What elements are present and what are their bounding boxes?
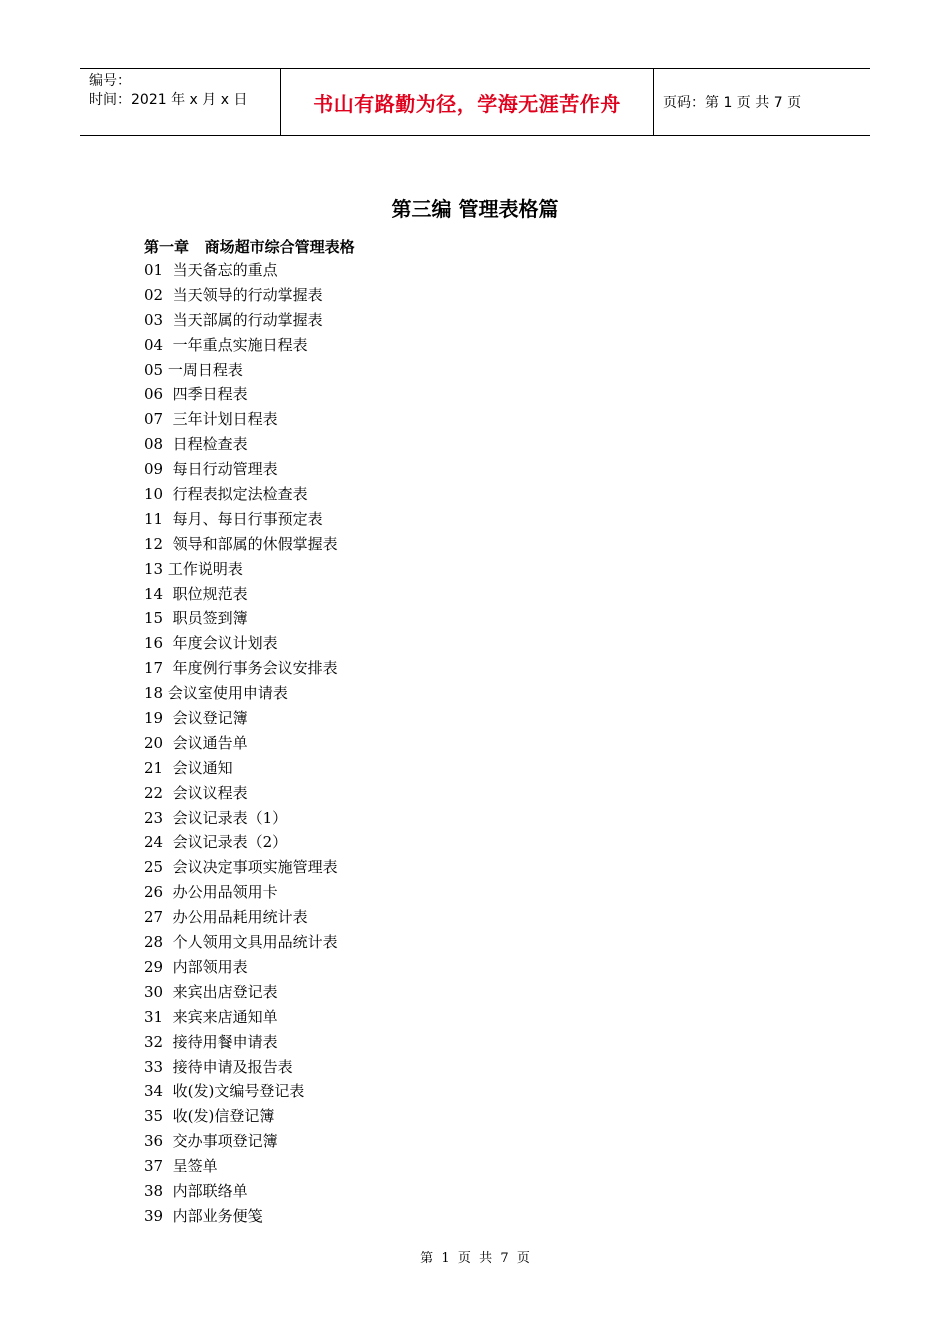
toc-item: 05 一周日程表 bbox=[144, 360, 243, 379]
document-time-label: 时间：2021 年 x 月 x 日 bbox=[89, 92, 248, 108]
document-title: 第三编 管理表格篇 bbox=[391, 197, 559, 221]
toc-item: 20 会议通告单 bbox=[144, 733, 248, 752]
page-footer: 第 1 页 共 7 页 bbox=[420, 1251, 530, 1266]
toc-item: 09 每日行动管理表 bbox=[144, 460, 278, 479]
header-meta-cell bbox=[80, 69, 281, 135]
toc-item: 25 会议决定事项实施管理表 bbox=[144, 858, 338, 877]
header-page-info: 页码：第 1 页 共 7 页 bbox=[663, 95, 802, 111]
toc-item: 15 职员签到簿 bbox=[144, 609, 248, 628]
toc-item: 21 会议通知 bbox=[144, 758, 233, 777]
toc-item: 11 每月、每日行事预定表 bbox=[144, 509, 323, 528]
toc-item: 28 个人领用文具用品统计表 bbox=[144, 933, 338, 952]
toc-item: 29 内部领用表 bbox=[144, 957, 248, 976]
toc-item: 38 内部联络单 bbox=[144, 1181, 248, 1200]
chapter-heading: 第一章 商场超市综合管理表格 bbox=[144, 238, 355, 256]
document-number-label: 编号： bbox=[89, 73, 131, 89]
toc-item: 06 四季日程表 bbox=[144, 385, 248, 404]
toc-item: 07 三年计划日程表 bbox=[144, 410, 278, 429]
toc-item: 19 会议登记簿 bbox=[144, 709, 248, 728]
toc-item: 14 职位规范表 bbox=[144, 584, 248, 603]
toc-item: 03 当天部属的行动掌握表 bbox=[144, 310, 323, 329]
page-header bbox=[80, 68, 870, 136]
toc-item: 32 接待用餐申请表 bbox=[144, 1032, 278, 1051]
toc-item: 16 年度会议计划表 bbox=[144, 634, 278, 653]
toc-item: 31 来宾来店通知单 bbox=[144, 1007, 278, 1026]
toc-item: 01 当天备忘的重点 bbox=[144, 261, 278, 279]
toc-item: 23 会议记录表（1） bbox=[144, 808, 288, 827]
toc-item: 24 会议记录表（2） bbox=[144, 833, 288, 852]
toc-item: 22 会议议程表 bbox=[144, 783, 248, 802]
table-of-contents bbox=[144, 258, 338, 1229]
toc-item: 30 来宾出店登记表 bbox=[144, 982, 278, 1001]
toc-item: 08 日程检查表 bbox=[144, 435, 248, 454]
header-motto: 书山有路勤为径，学海无涯苦作舟 bbox=[281, 69, 654, 135]
toc-item: 04 一年重点实施日程表 bbox=[144, 335, 308, 354]
toc-item: 10 行程表拟定法检查表 bbox=[144, 485, 308, 504]
toc-item: 17 年度例行事务会议安排表 bbox=[144, 659, 338, 678]
toc-item: 26 办公用品领用卡 bbox=[144, 883, 278, 902]
toc-item: 37 呈签单 bbox=[144, 1157, 218, 1176]
toc-item: 02 当天领导的行动掌握表 bbox=[144, 285, 323, 304]
toc-item: 13 工作说明表 bbox=[144, 559, 243, 578]
toc-item: 36 交办事项登记簿 bbox=[144, 1132, 278, 1151]
toc-item: 12 领导和部属的休假掌握表 bbox=[144, 534, 338, 553]
toc-item: 27 办公用品耗用统计表 bbox=[144, 908, 308, 927]
toc-item: 33 接待申请及报告表 bbox=[144, 1057, 293, 1076]
toc-item: 34 收(发)文编号登记表 bbox=[144, 1082, 305, 1101]
toc-item: 18 会议室使用申请表 bbox=[144, 684, 288, 703]
toc-item: 39 内部业务便笺 bbox=[144, 1206, 263, 1225]
toc-item: 35 收(发)信登记簿 bbox=[144, 1107, 275, 1126]
